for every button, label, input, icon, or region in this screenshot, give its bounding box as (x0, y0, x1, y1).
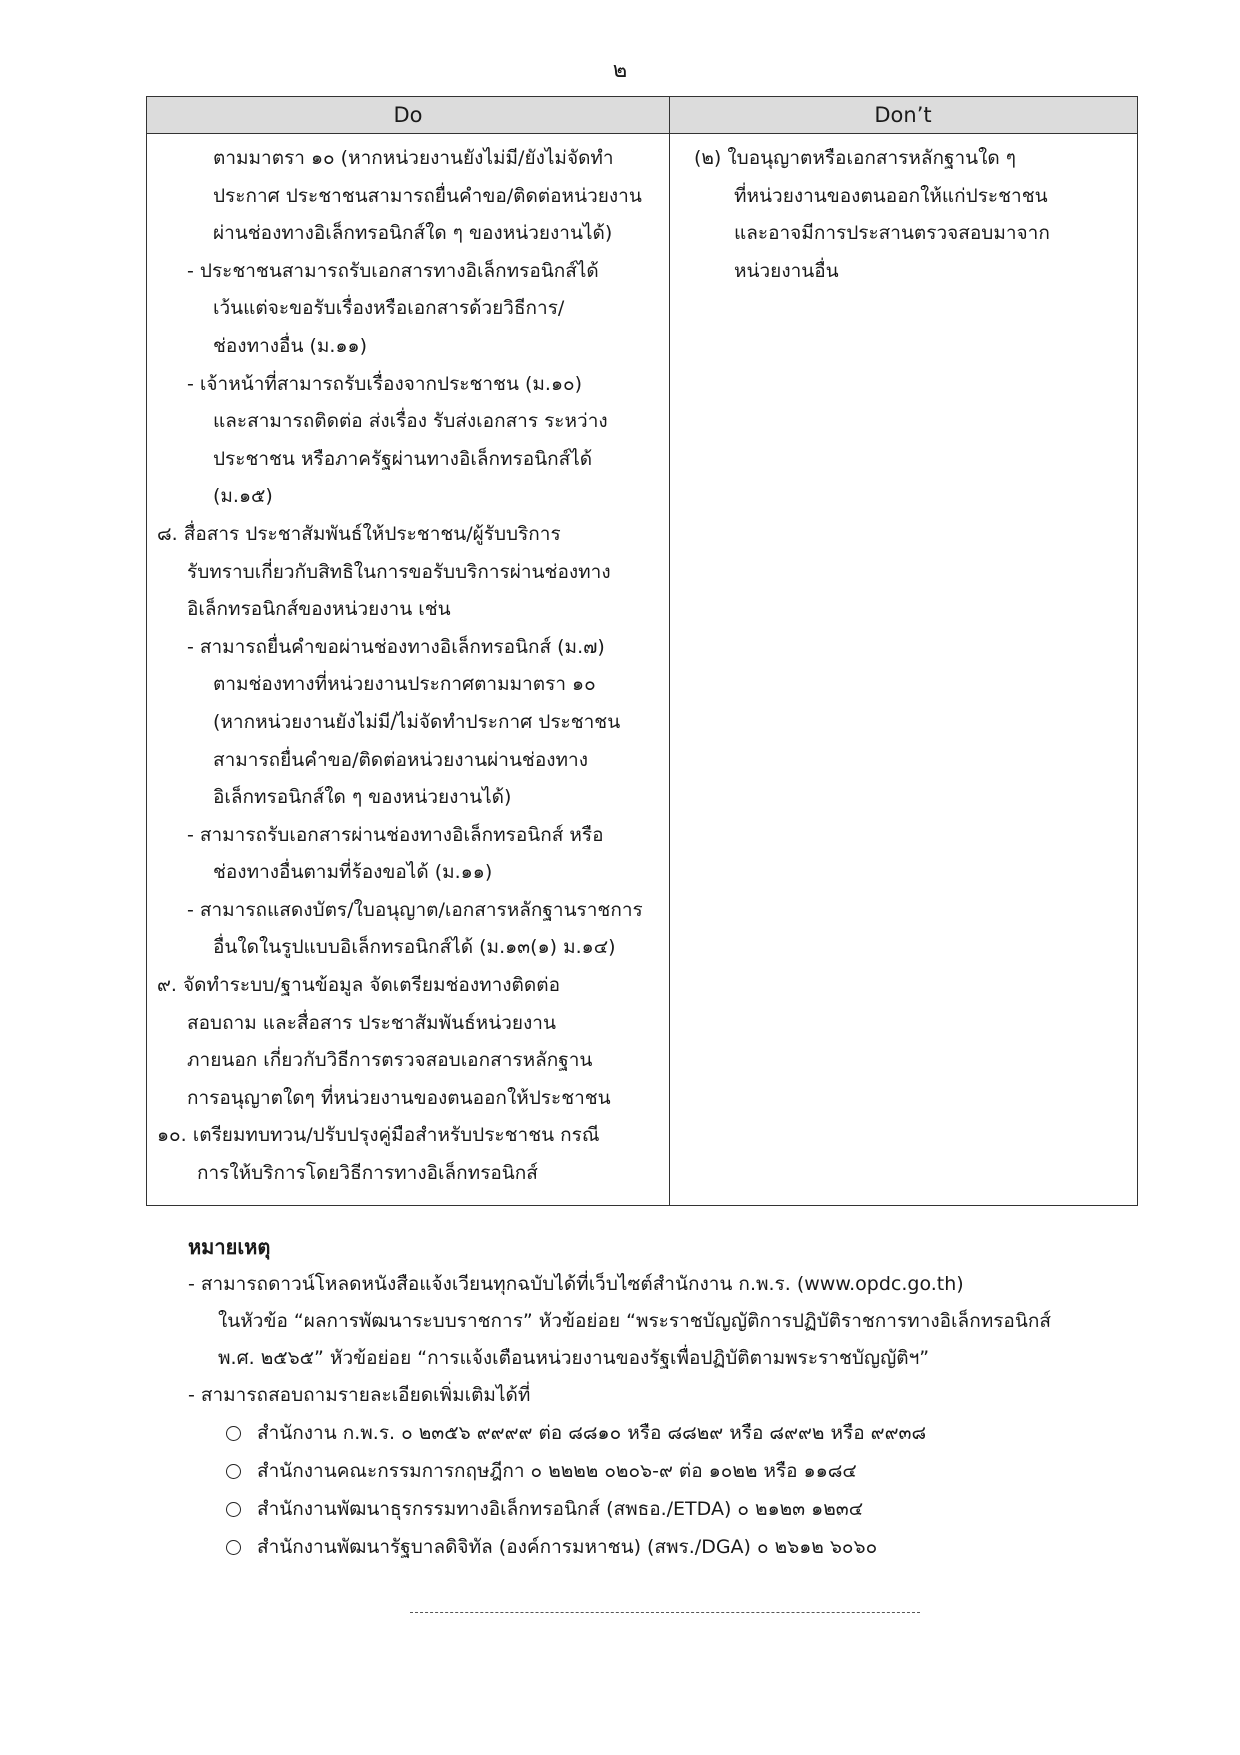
text-line: - เจ้าหน้าที่สามารถรับเรื่องจากประชาชน (ม.๑๐) (187, 372, 583, 395)
circle-bullet-icon (226, 1426, 241, 1441)
text-line: รับทราบเกี่ยวกับสิทธิในการขอรับบริการผ่านช่องทาง (187, 560, 611, 583)
text-line: ภายนอก เกี่ยวกับวิธีการตรวจสอบเอกสารหลักฐาน (187, 1049, 593, 1072)
text-line: ๘. สื่อสาร ประชาสัมพันธ์ให้ประชาชน/ผู้รับบริการ (157, 522, 561, 545)
notes-section (188, 1228, 1148, 1566)
circle-bullet-icon (226, 1502, 241, 1517)
text-line: ตามช่องทางที่หน่วยงานประกาศตามมาตรา ๑๐ (213, 673, 596, 696)
text-line: หน่วยงานอื่น (734, 259, 839, 282)
text-line: (ม.๑๕) (213, 485, 273, 508)
notes-lines (188, 1266, 1148, 1414)
text-line: - สามารถรับเอกสารผ่านช่องทางอิเล็กทรอนิกส์ หรือ (187, 823, 604, 846)
note-line: - สามารถสอบถามรายละเอียดเพิ่มเติมได้ที่ (188, 1384, 531, 1406)
text-line: ประชาชน หรือภาครัฐผ่านทางอิเล็กทรอนิกส์ได้ (213, 447, 593, 470)
note-line: - สามารถดาวน์โหลดหนังสือแจ้งเวียนทุกฉบับได้ที่เว็บไซต์สำนักงาน ก.พ.ร. (www.opdc.go.th) (188, 1273, 964, 1295)
text-line: ๙. จัดทำระบบ/ฐานข้อมูล จัดเตรียมช่องทางติดต่อ (157, 974, 560, 997)
text-line: อิเล็กทรอนิกส์ของหน่วยงาน เช่น (187, 598, 451, 621)
text-line: ช่องทางอื่นตามที่ร้องขอได้ (ม.๑๑) (213, 861, 493, 884)
table-header-row (147, 97, 1137, 134)
text-line: เว้นแต่จะขอรับเรื่องหรือเอกสารด้วยวิธีการ/ (213, 297, 565, 320)
text-line: ๑๐. เตรียมทบทวน/ปรับปรุงคู่มือสำหรับประชาชน กรณี (157, 1124, 600, 1147)
header-do: Do (147, 97, 670, 133)
text-line: ประกาศ ประชาชนสามารถยื่นคำขอ/ติดต่อหน่วยงาน (213, 184, 642, 207)
circle-bullet-icon (226, 1540, 241, 1555)
circle-bullet-icon (226, 1464, 241, 1479)
text-line: และสามารถติดต่อ ส่งเรื่อง รับส่งเอกสาร ระหว่าง (213, 410, 608, 433)
do-dont-table (146, 96, 1138, 1206)
text-line: อื่นใดในรูปแบบอิเล็กทรอนิกส์ได้ (ม.๑๓(๑) ม.๑๔) (213, 936, 616, 959)
contact-text: สำนักงานพัฒนาธุรกรรมทางอิเล็กทรอนิกส์ (สพธอ./ETDA) ๐ ๒๑๒๓ ๑๒๓๔ (257, 1498, 864, 1520)
text-line: ที่หน่วยงานของตนออกให้แก่ประชาชน (734, 184, 1048, 207)
do-column (147, 134, 670, 1205)
text-line: ตามมาตรา ๑๐ (หากหน่วยงานยังไม่มี/ยังไม่จัดทำ (213, 147, 614, 169)
text-line: (๒) ใบอนุญาตหรือเอกสารหลักฐานใด ๆ (694, 147, 1017, 169)
end-divider (410, 1612, 920, 1613)
text-line: (หากหน่วยงานยังไม่มี/ไม่จัดทำประกาศ ประชาชน (213, 710, 621, 733)
dont-column (670, 134, 1136, 1205)
contact-text: สำนักงานคณะกรรมการกฤษฎีกา ๐ ๒๒๒๒ ๐๒๐๖-๙ ต่อ ๑๐๒๒ หรือ ๑๑๘๔ (257, 1460, 857, 1482)
text-line: ผ่านช่องทางอิเล็กทรอนิกส์ใด ๆ ของหน่วยงานได้) (213, 222, 613, 245)
text-line: สอบถาม และสื่อสาร ประชาสัมพันธ์หน่วยงาน (187, 1011, 556, 1034)
text-line: - สามารถยื่นคำขอผ่านช่องทางอิเล็กทรอนิกส์ (ม.๗) (187, 635, 605, 658)
contact-item (188, 1452, 1148, 1490)
note-line: ในหัวข้อ “ผลการพัฒนาระบบราชการ” หัวข้อย่อย “พระราชบัญญัติการปฏิบัติราชการทางอิเล็กทรอนิกส์ (218, 1310, 1051, 1332)
text-line: ช่องทางอื่น (ม.๑๑) (213, 334, 368, 357)
contact-text: สำนักงาน ก.พ.ร. ๐ ๒๓๕๖ ๙๙๙๙ ต่อ ๘๘๑๐ หรือ ๘๘๒๙ หรือ ๘๙๙๒ หรือ ๙๙๓๘ (257, 1422, 927, 1444)
note-line: พ.ศ. ๒๕๖๕” หัวข้อย่อย “การแจ้งเตือนหน่วยงานของรัฐเพื่อปฏิบัติตามพระราชบัญญัติฯ” (218, 1347, 930, 1369)
notes-title: หมายเหตุ (188, 1235, 271, 1259)
header-dont: Don’t (874, 103, 932, 127)
text-line: และอาจมีการประสานตรวจสอบมาจาก (734, 222, 1050, 245)
text-line: การอนุญาตใดๆ ที่หน่วยงานของตนออกให้ประชาชน (187, 1086, 611, 1109)
contact-item (188, 1414, 1148, 1452)
text-line: - ประชาชนสามารถรับเอกสารทางอิเล็กทรอนิกส์ได้ (187, 259, 599, 282)
page-number: ๒ (612, 58, 628, 83)
contact-list (188, 1414, 1148, 1566)
text-line: การให้บริการโดยวิธีการทางอิเล็กทรอนิกส์ (197, 1162, 538, 1185)
contact-item (188, 1528, 1148, 1566)
text-line: อิเล็กทรอนิกส์ใด ๆ ของหน่วยงานได้) (213, 786, 512, 809)
text-line: - สามารถแสดงบัตร/ใบอนุญาต/เอกสารหลักฐานราชการ (187, 898, 643, 921)
contact-item (188, 1490, 1148, 1528)
contact-text: สำนักงานพัฒนารัฐบาลดิจิทัล (องค์การมหาชน) (สพร./DGA) ๐ ๒๖๑๒ ๖๐๖๐ (257, 1536, 878, 1558)
text-line: สามารถยื่นคำขอ/ติดต่อหน่วยงานผ่านช่องทาง (213, 748, 588, 771)
table-body-row (147, 134, 1137, 1205)
